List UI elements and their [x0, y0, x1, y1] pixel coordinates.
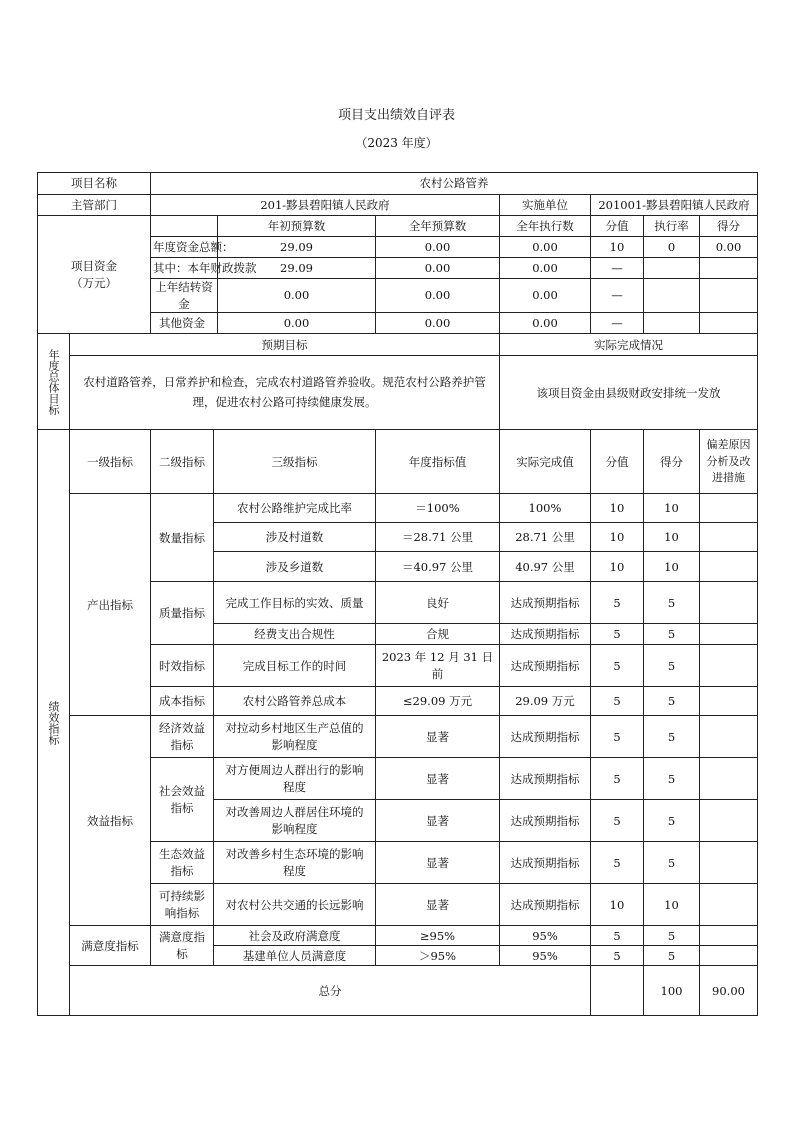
funds-header-annual: 全年预算数	[376, 216, 500, 237]
funds-label-line1: 项目资金	[71, 259, 117, 273]
indicators-header-level2: 二级指标	[151, 430, 214, 494]
indicator-score: 5	[644, 926, 700, 946]
indicator-name: 对农村公共交通的长远影响	[214, 884, 376, 926]
indicator-score: 10	[644, 884, 700, 926]
indicator-value: 10	[591, 884, 644, 926]
indicator-deviation	[700, 758, 758, 800]
funds-row-score-value: 10	[591, 237, 644, 258]
funds-row-executed: 0.00	[500, 313, 591, 334]
funds-row-initial: 0.00	[218, 313, 376, 334]
indicator-row	[38, 926, 758, 946]
total-score: 90.00	[700, 966, 758, 1016]
indicators-header-level3: 三级指标	[214, 430, 376, 494]
indicators-header-score: 得分	[644, 430, 700, 494]
goals-expected-header: 预期目标	[70, 334, 500, 356]
goals-side-label: 年度总体目标	[38, 334, 70, 430]
total-row	[38, 966, 758, 1016]
indicator-target: 显著	[376, 758, 500, 800]
indicator-score: 5	[644, 842, 700, 884]
indicator-actual: 达成预期指标	[500, 884, 591, 926]
funds-row-rate	[644, 279, 700, 313]
indicator-value: 10	[591, 552, 644, 582]
funds-row-score-value: —	[591, 258, 644, 279]
indicator-score: 10	[644, 523, 700, 552]
total-value: 100	[644, 966, 700, 1016]
funds-row-annual: 0.00	[376, 258, 500, 279]
indicator-deviation	[700, 624, 758, 645]
indicator-value: 5	[591, 645, 644, 687]
funds-row-initial: 0.00	[218, 279, 376, 313]
indicator-deviation	[700, 645, 758, 687]
indicator-target: ＞95%	[376, 946, 500, 966]
indicator-score: 5	[644, 758, 700, 800]
total-label: 总分	[70, 966, 591, 1016]
funds-row-rate: 0	[644, 237, 700, 258]
indicator-name: 对拉动乡村地区生产总值的影响程度	[214, 716, 376, 758]
indicator-actual: 达成预期指标	[500, 624, 591, 645]
goals-expected-text: 农村道路管养，日常养护和检查，完成农村道路管养验收。规范农村公路养护管理，促进农村公路可持续健康发展。	[70, 356, 500, 430]
funds-header-executed: 全年执行数	[500, 216, 591, 237]
indicators-header-target: 年度指标值	[376, 430, 500, 494]
goals-actual-text: 该项目资金由县级财政安排统一发放	[500, 356, 758, 430]
unit-value: 201001-黟县碧阳镇人民政府	[591, 195, 758, 216]
level2-sustainable: 可持续影响指标	[151, 884, 214, 926]
indicator-actual: 达成预期指标	[500, 800, 591, 842]
funds-row-executed: 0.00	[500, 237, 591, 258]
page-subtitle: （2023 年度）	[355, 136, 438, 150]
indicator-value: 5	[591, 624, 644, 645]
total-blank	[591, 966, 644, 1016]
project-name-value: 农村公路管养	[151, 173, 758, 195]
funds-header-row	[38, 216, 758, 237]
funds-row-rate	[644, 258, 700, 279]
indicator-row	[38, 494, 758, 523]
indicator-name: 基建单位人员满意度	[214, 946, 376, 966]
indicator-deviation	[700, 884, 758, 926]
indicator-actual: 95%	[500, 926, 591, 946]
indicator-target: 显著	[376, 800, 500, 842]
indicator-value: 5	[591, 582, 644, 624]
indicator-actual: 达成预期指标	[500, 842, 591, 884]
indicator-deviation	[700, 926, 758, 946]
indicator-score: 10	[644, 552, 700, 582]
funds-header-blank	[151, 216, 218, 237]
indicator-value: 10	[591, 523, 644, 552]
level2-cost: 成本指标	[151, 687, 214, 716]
funds-label	[38, 216, 151, 334]
level2-quality: 质量指标	[151, 582, 214, 645]
indicator-value: 5	[591, 716, 644, 758]
indicators-header-level1: 一级指标	[70, 430, 151, 494]
indicator-deviation	[700, 582, 758, 624]
indicator-name: 涉及村道数	[214, 523, 376, 552]
project-name-label: 项目名称	[38, 173, 151, 195]
funds-row-executed: 0.00	[500, 279, 591, 313]
indicators-header-row	[38, 430, 758, 494]
indicator-actual: 100%	[500, 494, 591, 523]
indicator-actual: 40.97 公里	[500, 552, 591, 582]
evaluation-table	[37, 172, 758, 1016]
indicator-score: 5	[644, 687, 700, 716]
funds-row-score	[700, 258, 758, 279]
indicator-score: 10	[644, 494, 700, 523]
level1-satisfaction: 满意度指标	[70, 926, 151, 966]
indicator-row	[38, 716, 758, 758]
indicator-deviation	[700, 842, 758, 884]
dept-value: 201-黟县碧阳镇人民政府	[151, 195, 500, 216]
indicator-target: 2023 年 12 月 31 日前	[376, 645, 500, 687]
funds-row-annual: 0.00	[376, 237, 500, 258]
indicator-target: ≥95%	[376, 926, 500, 946]
indicators-header-deviation: 偏差原因分析及改进措施	[700, 430, 758, 494]
indicator-score: 5	[644, 582, 700, 624]
funds-row-executed: 0.00	[500, 258, 591, 279]
indicator-deviation	[700, 523, 758, 552]
indicator-name: 对改善周边人群居住环境的影响程度	[214, 800, 376, 842]
indicator-deviation	[700, 687, 758, 716]
indicator-deviation	[700, 800, 758, 842]
dept-row	[38, 195, 758, 216]
indicator-name: 农村公路维护完成比率	[214, 494, 376, 523]
indicator-target: ≤29.09 万元	[376, 687, 500, 716]
indicator-score: 5	[644, 946, 700, 966]
indicator-name: 农村公路管养总成本	[214, 687, 376, 716]
indicator-value: 5	[591, 842, 644, 884]
indicator-actual: 达成预期指标	[500, 716, 591, 758]
indicator-name: 经费支出合规性	[214, 624, 376, 645]
indicator-value: 5	[591, 687, 644, 716]
indicator-value: 5	[591, 946, 644, 966]
indicator-deviation	[700, 716, 758, 758]
indicator-target: ＝40.97 公里	[376, 552, 500, 582]
indicator-name: 完成工作目标的实效、质量	[214, 582, 376, 624]
indicator-name: 对方便周边人群出行的影响程度	[214, 758, 376, 800]
goals-actual-header: 实际完成情况	[500, 334, 758, 356]
indicator-name: 社会及政府满意度	[214, 926, 376, 946]
indicator-value: 5	[591, 758, 644, 800]
funds-header-score-value: 分值	[591, 216, 644, 237]
page-title: 项目支出绩效自评表	[337, 108, 455, 123]
indicator-score: 5	[644, 716, 700, 758]
funds-row-label: 年度资金总额：	[151, 237, 218, 258]
funds-row-annual: 0.00	[376, 279, 500, 313]
indicator-target: 显著	[376, 716, 500, 758]
goals-content-row	[38, 356, 758, 430]
indicator-actual: 达成预期指标	[500, 758, 591, 800]
indicator-value: 5	[591, 800, 644, 842]
indicator-name: 涉及乡道数	[214, 552, 376, 582]
unit-label: 实施单位	[500, 195, 591, 216]
funds-row-label: 其中：本年财政拨款	[151, 258, 218, 279]
funds-row-score	[700, 313, 758, 334]
project-name-row	[38, 173, 758, 195]
dept-label: 主管部门	[38, 195, 151, 216]
indicator-score: 5	[644, 624, 700, 645]
indicators-header-value: 分值	[591, 430, 644, 494]
level2-satisfaction: 满意度指标	[151, 926, 214, 966]
indicator-actual: 达成预期指标	[500, 645, 591, 687]
indicator-value: 10	[591, 494, 644, 523]
level2-timeliness: 时效指标	[151, 645, 214, 687]
funds-row-label: 其他资金	[151, 313, 218, 334]
indicator-target: 显著	[376, 842, 500, 884]
indicator-target: ＝100%	[376, 494, 500, 523]
indicator-actual: 95%	[500, 946, 591, 966]
funds-label-line2: （万元）	[71, 275, 117, 290]
level1-output: 产出指标	[70, 494, 151, 716]
funds-row-initial: 29.09	[218, 237, 376, 258]
indicators-side-label: 绩效指标	[38, 430, 70, 1016]
indicator-value: 5	[591, 926, 644, 946]
funds-header-rate: 执行率	[644, 216, 700, 237]
level2-economic: 经济效益指标	[151, 716, 214, 758]
goals-header-row	[38, 334, 758, 356]
indicator-deviation	[700, 946, 758, 966]
indicator-target: 良好	[376, 582, 500, 624]
level1-effect: 效益指标	[70, 716, 151, 926]
funds-row-score-value: —	[591, 313, 644, 334]
level2-ecological: 生态效益指标	[151, 842, 214, 884]
funds-row-initial: 29.09	[218, 258, 376, 279]
indicator-name: 对改善乡村生态环境的影响程度	[214, 842, 376, 884]
indicator-score: 5	[644, 645, 700, 687]
indicator-actual: 达成预期指标	[500, 582, 591, 624]
funds-header-score: 得分	[700, 216, 758, 237]
indicator-target: ＝28.71 公里	[376, 523, 500, 552]
funds-row-score: 0.00	[700, 237, 758, 258]
indicators-header-actual: 实际完成值	[500, 430, 591, 494]
indicator-actual: 29.09 万元	[500, 687, 591, 716]
indicator-score: 5	[644, 800, 700, 842]
indicator-target: 合规	[376, 624, 500, 645]
funds-row-rate	[644, 313, 700, 334]
indicator-deviation	[700, 552, 758, 582]
indicator-name: 完成目标工作的时间	[214, 645, 376, 687]
funds-row-label: 上年结转资金	[151, 279, 218, 313]
indicator-deviation	[700, 494, 758, 523]
indicator-target: 显著	[376, 884, 500, 926]
indicator-actual: 28.71 公里	[500, 523, 591, 552]
funds-row-score	[700, 279, 758, 313]
funds-row-score-value: —	[591, 279, 644, 313]
funds-row-annual: 0.00	[376, 313, 500, 334]
level2-quantity: 数量指标	[151, 494, 214, 582]
level2-social: 社会效益指标	[151, 758, 214, 842]
funds-header-initial: 年初预算数	[218, 216, 376, 237]
